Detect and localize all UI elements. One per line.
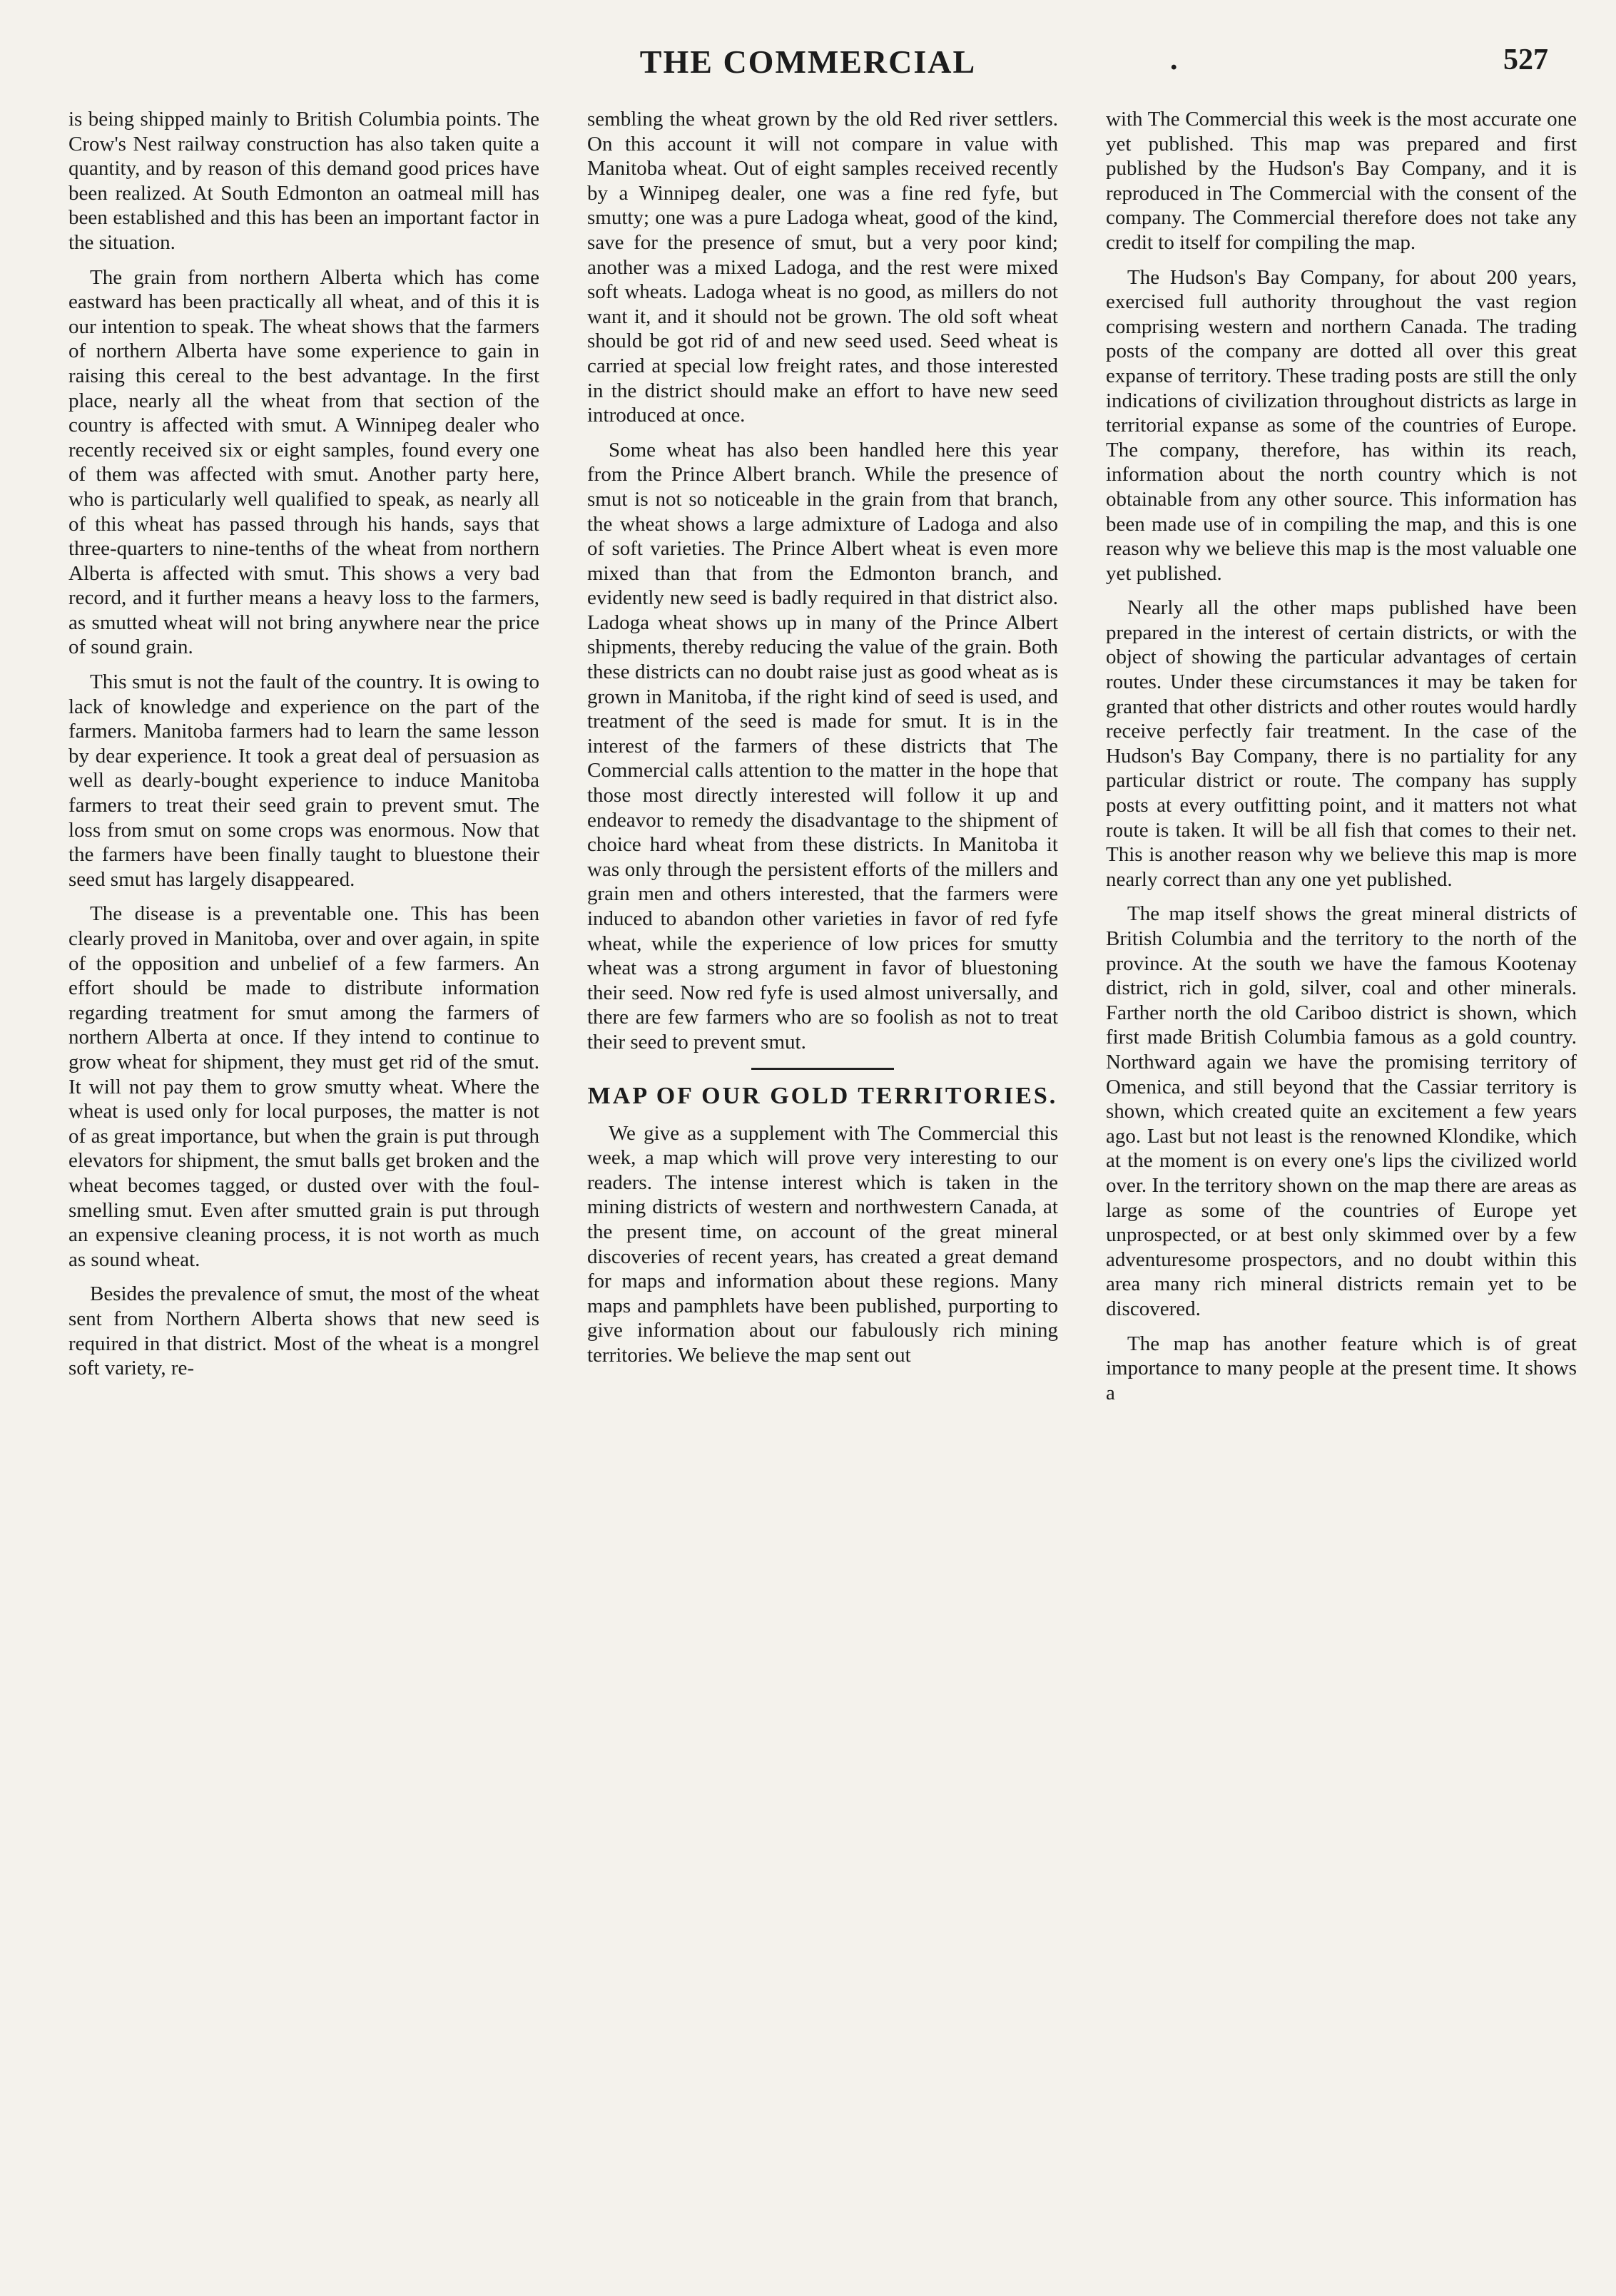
paragraph: The grain from northern Alberta which has come eastward has been practically all wheat, and of this it is our intention to speak. The wheat shows that the farmers of northern Alberta have some experience to gain in raising this cereal to the best advantage. In the first place, nearly all the wheat from that section of the country is affected with smut. A Winnipeg dealer who recently received six or eight samples, found every one of them was affected with smut. Another party here, who is particularly well qualified to speak, as nearly all of this wheat has passed through his hands, says that three-quarters to nine-tenths of the wheat from northern Alberta is affected with smut. This shows a very bad record, and it further means a heavy loss to the farmers, as smutted wheat will not bring anywhere near the price of sound grain.	[68, 265, 539, 659]
column-2	[587, 107, 1058, 2268]
masthead-title: THE COMMERCIAL	[639, 44, 977, 80]
paragraph: This smut is not the fault of the country. It is owing to lack of knowledge and experience on the part of the farmers. Manitoba farmers had to learn the same lesson by dear experience. It took a great deal of persuasion as well as dearly-bought experience to induce Manitoba farmers to treat their seed grain to prevent smut. The loss from smut on some crops was enormous. Now that the farmers have been finally taught to bluestone their seed smut has largely disappeared.	[68, 670, 539, 891]
paragraph: The map itself shows the great mineral districts of British Columbia and the territory to the north of the province. At the south we have the famous Kootenay district, rich in gold, silver, coal and other minerals. Farther north the old Cariboo district is shown, which first made British Columbia famous as a gold country. Northward again we have the promising territory of Omenica, and still beyond that the Cassiar territory is shown, which created quite an excitement a few years ago. Last but not least is the renowned Klondike, which at the moment is on every one's lips the civilized world over. In the territory shown on the map there are areas as large as some of the countries of Europe yet unprospected, or at best only skimmed over by a few adventuresome prospectors, and no doubt within this area many rich mineral districts remain yet to be discovered.	[1106, 902, 1577, 1320]
page-header	[0, 43, 1616, 93]
paragraph: Nearly all the other maps published have been prepared in the interest of certain districts, or with the object of showing the particular advantages of certain routes. Under these circumstances it may be taken for granted that other districts and other routes would hardly receive perfectly fair treatment. In the case of the Hudson's Bay Company, there is no partiality for any particular district or route. The company has supply posts at every outfitting point, and it matters not what route is taken. It will be all fish that comes to their net. This is another reason why we believe this map is more nearly correct than any one yet published.	[1106, 596, 1577, 891]
paragraph: with The Commercial this week is the most accurate one yet published. This map was prepared and first published by the Hudson's Bay Company, and it is reproduced in The Commercial with the consent of the company. The Commercial therefore does not take any credit to itself for compiling the map.	[1106, 108, 1577, 254]
page-number: 527	[1503, 44, 1548, 76]
paragraph: The Hudson's Bay Company, for about 200 years, exercised full authority throughout the vast region comprising western and northern Canada. The trading posts of the company are dotted all over this great expanse of territory. These trading posts are still the only indications of civilization throughout districts as large in territorial expanse as some of the countries of Europe. The company, therefore, has within its reach, information about the north country which is not obtainable from any other source. This information has been made use of in compiling the map, and this is one reason why we believe this map is the most valuable one yet published.	[1106, 265, 1577, 585]
column-1	[68, 107, 539, 2268]
section-heading: MAP OF OUR GOLD TERRITORIES.	[587, 1082, 1058, 1109]
paragraph: The disease is a preventable one. This has been clearly proved in Manitoba, over and over again, in spite of the opposition and unbelief of a few farmers. An effort should be made to distribute information regarding treatment for smut among the farmers of northern Alberta at once. If they intend to continue to grow wheat for shipment, they must get rid of the smut. It will not pay them to grow smutty wheat. Where the wheat is used only for local purposes, the matter is not of as great importance, but when the grain is put through elevators for shipment, the smut balls get broken and the wheat becomes tagged, or dusted over with the foul-smelling smut. Even after smutted grain is put through an expensive cleaning process, it is not worth as much as sound wheat.	[68, 902, 539, 1271]
paragraph: Besides the prevalence of smut, the most of the wheat sent from Northern Alberta shows that new seed is required in that district. Most of the wheat is a mongrel soft variety, re-	[68, 1282, 539, 1380]
section-divider	[751, 1068, 894, 1070]
paragraph: We give as a supplement with The Commercial this week, a map which will prove very interesting to our readers. The intense interest which is taken in the mining districts of western and northwestern Canada, at the present time, on account of the great mineral discoveries of recent years, has created a great demand for maps and information about these regions. Many maps and pamphlets have been published, purporting to give information about our fabulously rich mining territories. We believe the map sent out	[587, 1121, 1058, 1367]
header-mark: .	[1170, 44, 1178, 76]
paragraph: is being shipped mainly to British Columbia points. The Crow's Nest railway construction has also taken quite a quantity, and by reason of this demand good prices have been realized. At South Edmonton an oatmeal mill has been established and this has been an important factor in the situation.	[68, 108, 539, 254]
column-3	[1106, 107, 1577, 2268]
paragraph: The map has another feature which is of great importance to many people at the present time. It shows a	[1106, 1332, 1577, 1404]
paragraph: Some wheat has also been handled here this year from the Prince Albert branch. While the presence of smut is not so noticeable in the grain from that branch, the wheat shows a large admixture of Ladoga and also of soft varieties. The Prince Albert wheat is even more mixed than that from the Edmonton branch, and evidently new seed is badly required in that district also. Ladoga wheat shows up in many of the Prince Albert shipments, thereby reducing the value of the grain. Both these districts can no doubt raise just as good wheat as is grown in Manitoba, if the right kind of seed is used, and treatment of the seed is made for smut. It is in the interest of the farmers of these districts that The Commercial calls attention to the matter in the hope that those most directly interested will follow it up and endeavor to remedy the disadvantage to the shipment of choice hard wheat from these districts. In Manitoba it was only through the persistent efforts of the millers and grain men and others interested, that the farmers were induced to abandon other varieties in favor of red fyfe wheat, while the experience of low prices for smutty wheat was a strong argument in favor of bluestoning their seed. Now red fyfe is used almost universally, and there are few farmers who are so foolish as not to treat their seed to prevent smut.	[587, 438, 1058, 1053]
paragraph: sembling the wheat grown by the old Red river settlers. On this account it will not compare in value with Manitoba wheat. Out of eight samples received recently by a Winnipeg dealer, one was a fine red fyfe, but smutty; one was a pure Ladoga wheat, good of the kind, save for the presence of smut, but a very poor kind; another was a mixed Ladoga, and the rest were mixed soft wheats. Ladoga wheat is no good, as millers do not want it, and it should not be grown. The old soft wheat should be got rid of and new seed used. Seed wheat is carried at special low freight rates, and those interested in the district should make an effort to have new seed introduced at once.	[587, 108, 1058, 427]
